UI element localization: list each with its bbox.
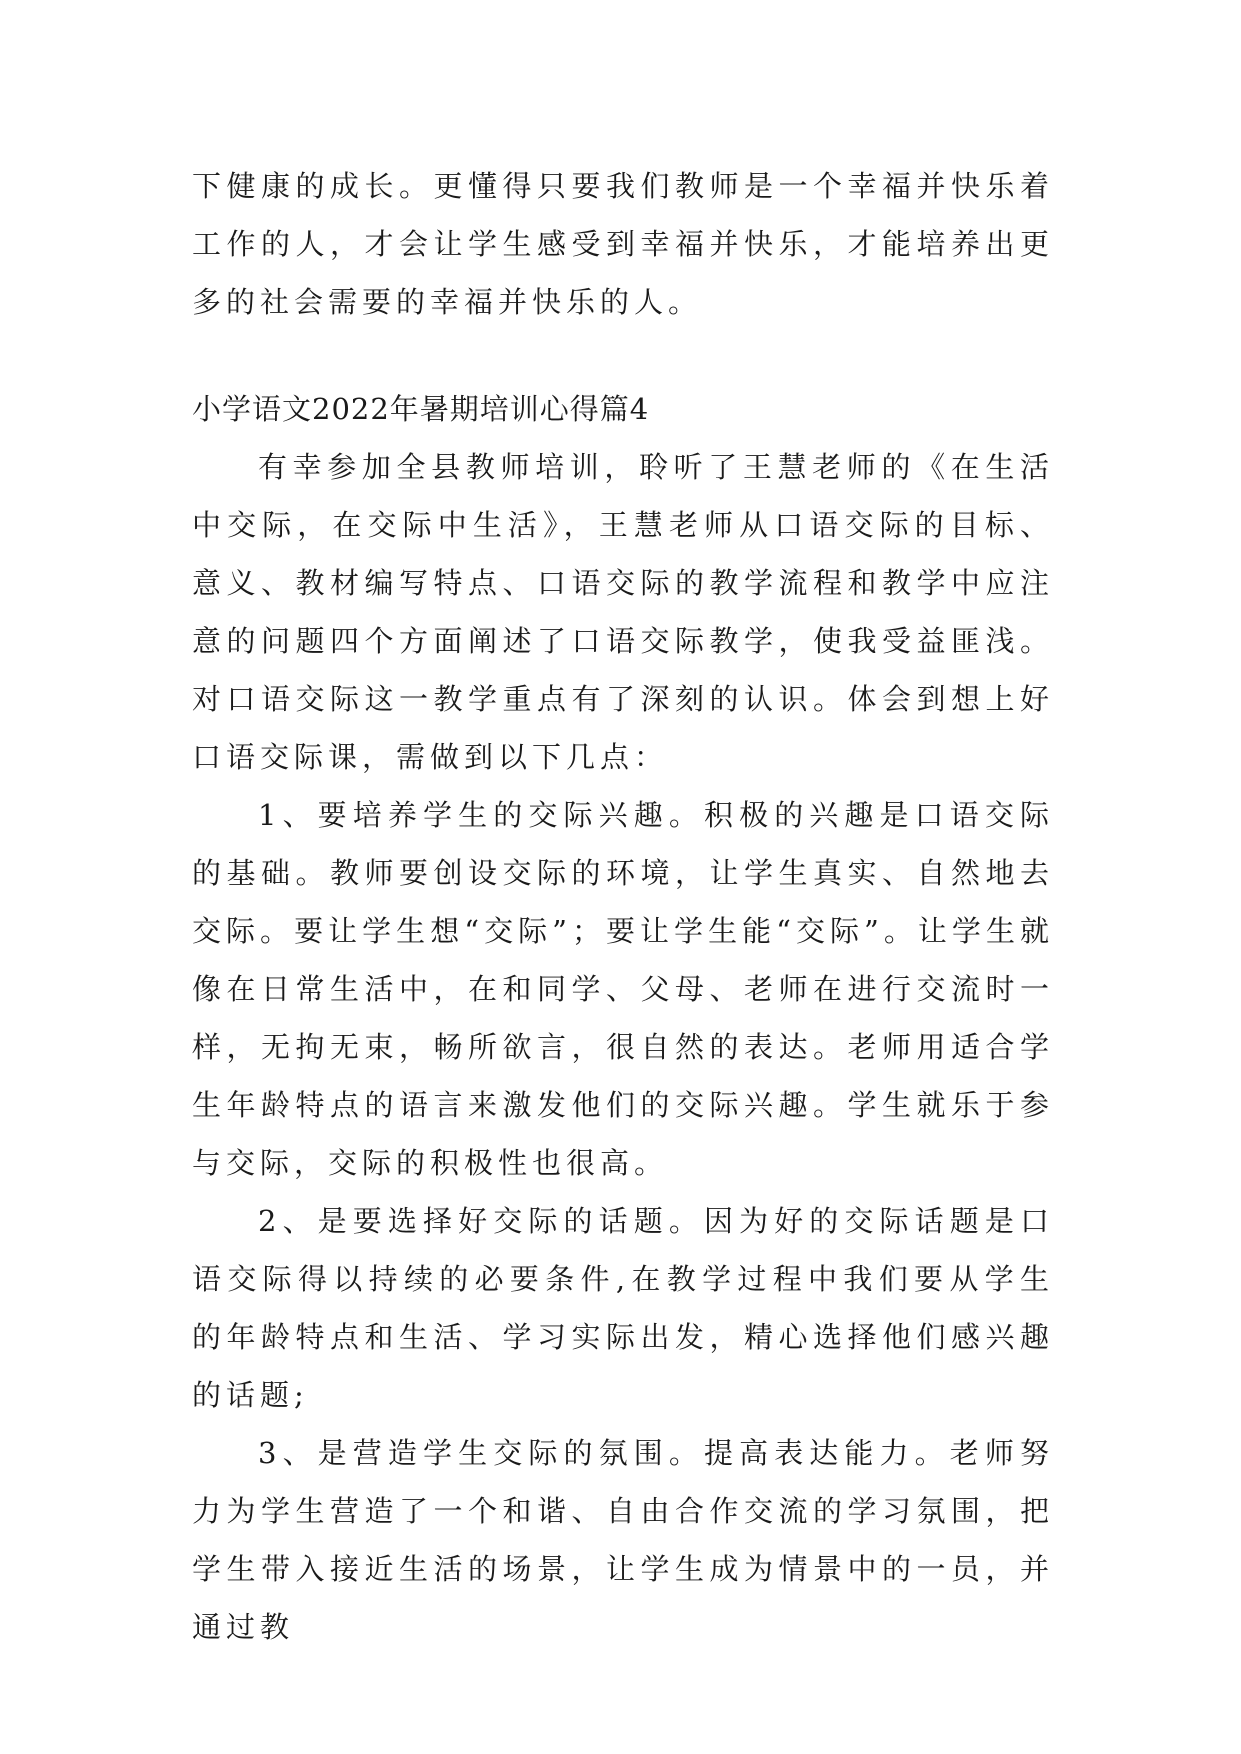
section-heading: 小学语文2022年暑期培训心得篇4 bbox=[192, 392, 650, 426]
section-block bbox=[192, 380, 1054, 1656]
paragraph-intro: 有幸参加全县教师培训，聆听了王慧老师的《在生活中交际，在交际中生活》，王慧老师从口语交际的目标、意义、教材编写特点、口语交际的教学流程和教学中应注意的问题四个方面阐述了口语交际教学，使我受益匪浅。对口语交际这一教学重点有了深刻的认识。体会到想上好口语交际课，需做到以下几点： bbox=[192, 450, 1054, 774]
paragraph-point-2: 2、是要选择好交际的话题。因为好的交际话题是口语交际得以持续的必要条件,在教学过程中我们要从学生的年龄特点和生活、学习实际出发，精心选择他们感兴趣的话题; bbox=[192, 1204, 1054, 1412]
paragraph-point-3: 3、是营造学生交际的氛围。提高表达能力。老师努力为学生营造了一个和谐、自由合作交流的学习氛围，把学生带入接近生活的场景，让学生成为情景中的一员，并通过教 bbox=[192, 1436, 1054, 1644]
continuation-block bbox=[192, 157, 1054, 331]
continuation-paragraph: 下健康的成长。更懂得只要我们教师是一个幸福并快乐着工作的人，才会让学生感受到幸福并快乐，才能培养出更多的社会需要的幸福并快乐的人。 bbox=[192, 169, 1054, 319]
paragraph-point-1: 1、要培养学生的交际兴趣。积极的兴趣是口语交际的基础。教师要创设交际的环境，让学生真实、自然地去交际。要让学生想“交际”；要让学生能“交际”。让学生就像在日常生活中，在和同学、父母、老师在进行交流时一样，无拘无束，畅所欲言，很自然的表达。老师用适合学生年龄特点的语言来激发他们的交际兴趣。学生就乐于参与交际，交际的积极性也很高。 bbox=[192, 798, 1054, 1180]
